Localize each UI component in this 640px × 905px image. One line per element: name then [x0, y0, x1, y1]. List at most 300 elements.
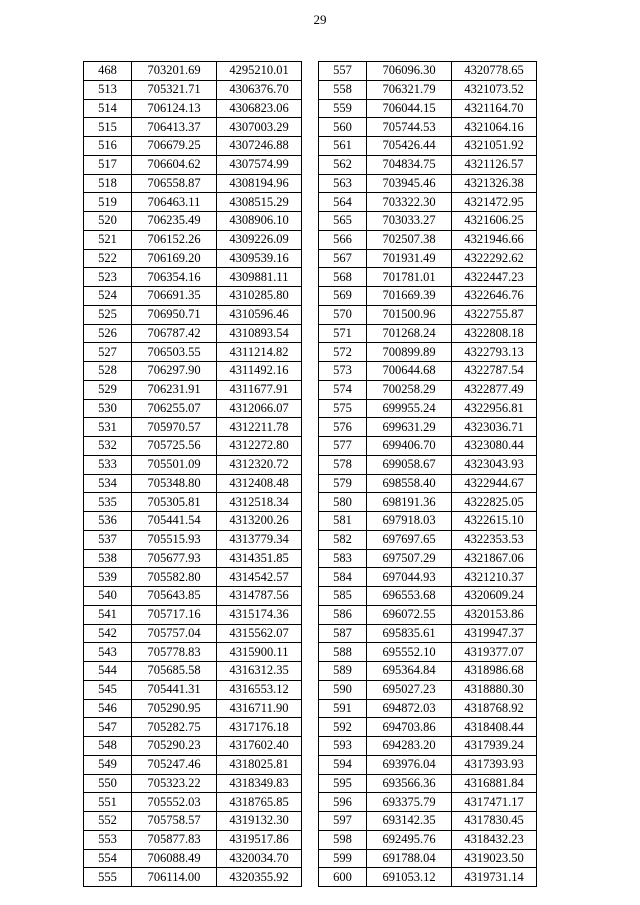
- x-coordinate-cell: 694872.03: [367, 699, 452, 718]
- point-number-cell: 539: [84, 568, 132, 587]
- y-coordinate-cell: 4307246.88: [217, 137, 302, 156]
- table-row: [319, 718, 537, 737]
- table-row: [84, 568, 302, 587]
- x-coordinate-cell: 705247.46: [132, 755, 217, 774]
- table-row: [319, 812, 537, 831]
- point-number-cell: 544: [84, 662, 132, 681]
- table-row: [319, 868, 537, 887]
- y-coordinate-cell: 4319947.37: [452, 624, 537, 643]
- table-row: [84, 80, 302, 99]
- y-coordinate-cell: 4313779.34: [217, 530, 302, 549]
- y-coordinate-cell: 4318986.68: [452, 662, 537, 681]
- y-coordinate-cell: 4317602.40: [217, 737, 302, 756]
- x-coordinate-cell: 706255.07: [132, 399, 217, 418]
- point-number-cell: 547: [84, 718, 132, 737]
- y-coordinate-cell: 4318408.44: [452, 718, 537, 737]
- table-row: [84, 587, 302, 606]
- x-coordinate-cell: 697044.93: [367, 568, 452, 587]
- y-coordinate-cell: 4318025.81: [217, 755, 302, 774]
- point-number-cell: 558: [319, 80, 367, 99]
- point-number-cell: 517: [84, 155, 132, 174]
- y-coordinate-cell: 4309539.16: [217, 249, 302, 268]
- table-row: [84, 437, 302, 456]
- table-body-left: [84, 62, 302, 887]
- point-number-cell: 514: [84, 99, 132, 118]
- x-coordinate-cell: 695835.61: [367, 624, 452, 643]
- point-number-cell: 530: [84, 399, 132, 418]
- point-number-cell: 468: [84, 62, 132, 81]
- x-coordinate-cell: 706679.25: [132, 137, 217, 156]
- x-coordinate-cell: 701268.24: [367, 324, 452, 343]
- x-coordinate-cell: 705290.95: [132, 699, 217, 718]
- table-row: [319, 474, 537, 493]
- x-coordinate-cell: 698558.40: [367, 474, 452, 493]
- x-coordinate-cell: 694703.86: [367, 718, 452, 737]
- point-number-cell: 589: [319, 662, 367, 681]
- table-row: [84, 212, 302, 231]
- table-row: [84, 624, 302, 643]
- y-coordinate-cell: 4318768.92: [452, 699, 537, 718]
- table-row: [319, 212, 537, 231]
- point-number-cell: 567: [319, 249, 367, 268]
- y-coordinate-cell: 4311677.91: [217, 380, 302, 399]
- table-row: [84, 455, 302, 474]
- point-number-cell: 573: [319, 362, 367, 381]
- point-number-cell: 583: [319, 549, 367, 568]
- table-row: [319, 137, 537, 156]
- point-number-cell: 549: [84, 755, 132, 774]
- y-coordinate-cell: 4322808.18: [452, 324, 537, 343]
- table-row: [319, 587, 537, 606]
- y-coordinate-cell: 4312408.48: [217, 474, 302, 493]
- y-coordinate-cell: 4321606.25: [452, 212, 537, 231]
- table-row: [319, 699, 537, 718]
- y-coordinate-cell: 4316711.90: [217, 699, 302, 718]
- point-number-cell: 559: [319, 99, 367, 118]
- point-number-cell: 590: [319, 680, 367, 699]
- x-coordinate-cell: 705348.80: [132, 474, 217, 493]
- table-row: [319, 512, 537, 531]
- x-coordinate-cell: 702507.38: [367, 230, 452, 249]
- table-row: [84, 605, 302, 624]
- y-coordinate-cell: 4318880.30: [452, 680, 537, 699]
- y-coordinate-cell: 4319517.86: [217, 830, 302, 849]
- x-coordinate-cell: 695552.10: [367, 643, 452, 662]
- table-row: [319, 493, 537, 512]
- point-number-cell: 548: [84, 737, 132, 756]
- x-coordinate-cell: 697918.03: [367, 512, 452, 531]
- table-row: [319, 849, 537, 868]
- x-coordinate-cell: 705441.54: [132, 512, 217, 531]
- table-row: [319, 380, 537, 399]
- table-row: [319, 418, 537, 437]
- x-coordinate-cell: 706321.79: [367, 80, 452, 99]
- table-row: [319, 99, 537, 118]
- y-coordinate-cell: 4316553.12: [217, 680, 302, 699]
- table-row: [84, 118, 302, 137]
- x-coordinate-cell: 705582.80: [132, 568, 217, 587]
- table-row: [84, 174, 302, 193]
- table-row: [84, 249, 302, 268]
- y-coordinate-cell: 4322793.13: [452, 343, 537, 362]
- point-number-cell: 580: [319, 493, 367, 512]
- y-coordinate-cell: 4323036.71: [452, 418, 537, 437]
- y-coordinate-cell: 4322646.76: [452, 287, 537, 306]
- x-coordinate-cell: 706503.55: [132, 343, 217, 362]
- y-coordinate-cell: 4321073.52: [452, 80, 537, 99]
- y-coordinate-cell: 4313200.26: [217, 512, 302, 531]
- x-coordinate-cell: 697697.65: [367, 530, 452, 549]
- x-coordinate-cell: 701781.01: [367, 268, 452, 287]
- x-coordinate-cell: 705441.31: [132, 680, 217, 699]
- point-number-cell: 597: [319, 812, 367, 831]
- y-coordinate-cell: 4317471.17: [452, 793, 537, 812]
- point-number-cell: 581: [319, 512, 367, 531]
- table-row: [319, 287, 537, 306]
- x-coordinate-cell: 706691.35: [132, 287, 217, 306]
- y-coordinate-cell: 4323043.93: [452, 455, 537, 474]
- y-coordinate-cell: 4322877.49: [452, 380, 537, 399]
- y-coordinate-cell: 4310596.46: [217, 305, 302, 324]
- table-row: [84, 530, 302, 549]
- x-coordinate-cell: 701669.39: [367, 287, 452, 306]
- x-coordinate-cell: 706152.26: [132, 230, 217, 249]
- y-coordinate-cell: 4321064.16: [452, 118, 537, 137]
- x-coordinate-cell: 705321.71: [132, 80, 217, 99]
- x-coordinate-cell: 705426.44: [367, 137, 452, 156]
- x-coordinate-cell: 706297.90: [132, 362, 217, 381]
- y-coordinate-cell: 4321867.06: [452, 549, 537, 568]
- table-row: [319, 230, 537, 249]
- table-row: [84, 193, 302, 212]
- y-coordinate-cell: 4311214.82: [217, 343, 302, 362]
- table-row: [84, 643, 302, 662]
- y-coordinate-cell: 4322353.53: [452, 530, 537, 549]
- x-coordinate-cell: 700899.89: [367, 343, 452, 362]
- x-coordinate-cell: 693142.35: [367, 812, 452, 831]
- x-coordinate-cell: 698191.36: [367, 493, 452, 512]
- point-number-cell: 575: [319, 399, 367, 418]
- x-coordinate-cell: 695364.84: [367, 662, 452, 681]
- point-number-cell: 578: [319, 455, 367, 474]
- y-coordinate-cell: 4321210.37: [452, 568, 537, 587]
- x-coordinate-cell: 706558.87: [132, 174, 217, 193]
- table-row: [84, 287, 302, 306]
- point-number-cell: 588: [319, 643, 367, 662]
- table-row: [319, 605, 537, 624]
- table-body-right: [319, 62, 537, 887]
- table-row: [84, 305, 302, 324]
- x-coordinate-cell: 696553.68: [367, 587, 452, 606]
- point-number-cell: 546: [84, 699, 132, 718]
- y-coordinate-cell: 4320609.24: [452, 587, 537, 606]
- y-coordinate-cell: 4306376.70: [217, 80, 302, 99]
- x-coordinate-cell: 705501.09: [132, 455, 217, 474]
- y-coordinate-cell: 4322292.62: [452, 249, 537, 268]
- point-number-cell: 569: [319, 287, 367, 306]
- x-coordinate-cell: 705677.93: [132, 549, 217, 568]
- table-row: [84, 718, 302, 737]
- table-row: [319, 399, 537, 418]
- table-row: [84, 549, 302, 568]
- table-row: [319, 568, 537, 587]
- y-coordinate-cell: 4318349.83: [217, 774, 302, 793]
- y-coordinate-cell: 4314542.57: [217, 568, 302, 587]
- x-coordinate-cell: 705290.23: [132, 737, 217, 756]
- point-number-cell: 542: [84, 624, 132, 643]
- x-coordinate-cell: 706088.49: [132, 849, 217, 868]
- x-coordinate-cell: 703201.69: [132, 62, 217, 81]
- table-row: [84, 774, 302, 793]
- x-coordinate-cell: 706044.15: [367, 99, 452, 118]
- point-number-cell: 565: [319, 212, 367, 231]
- x-coordinate-cell: 699631.29: [367, 418, 452, 437]
- y-coordinate-cell: 4311492.16: [217, 362, 302, 381]
- y-coordinate-cell: 4322755.87: [452, 305, 537, 324]
- x-coordinate-cell: 701931.49: [367, 249, 452, 268]
- x-coordinate-cell: 705282.75: [132, 718, 217, 737]
- point-number-cell: 566: [319, 230, 367, 249]
- x-coordinate-cell: 706354.16: [132, 268, 217, 287]
- y-coordinate-cell: 4312518.34: [217, 493, 302, 512]
- table-row: [319, 774, 537, 793]
- x-coordinate-cell: 705685.58: [132, 662, 217, 681]
- point-number-cell: 531: [84, 418, 132, 437]
- point-number-cell: 520: [84, 212, 132, 231]
- table-row: [84, 230, 302, 249]
- table-row: [319, 624, 537, 643]
- table-row: [84, 418, 302, 437]
- coordinates-table-left: [83, 61, 302, 887]
- y-coordinate-cell: 4320778.65: [452, 62, 537, 81]
- x-coordinate-cell: 700644.68: [367, 362, 452, 381]
- table-row: [319, 737, 537, 756]
- table-row: [84, 849, 302, 868]
- point-number-cell: 516: [84, 137, 132, 156]
- y-coordinate-cell: 4320355.92: [217, 868, 302, 887]
- point-number-cell: 586: [319, 605, 367, 624]
- table-row: [84, 737, 302, 756]
- x-coordinate-cell: 705643.85: [132, 587, 217, 606]
- point-number-cell: 599: [319, 849, 367, 868]
- point-number-cell: 534: [84, 474, 132, 493]
- x-coordinate-cell: 706787.42: [132, 324, 217, 343]
- x-coordinate-cell: 705305.81: [132, 493, 217, 512]
- table-row: [319, 793, 537, 812]
- x-coordinate-cell: 703945.46: [367, 174, 452, 193]
- x-coordinate-cell: 703033.27: [367, 212, 452, 231]
- coordinates-table-right: [318, 61, 537, 887]
- point-number-cell: 518: [84, 174, 132, 193]
- x-coordinate-cell: 703322.30: [367, 193, 452, 212]
- y-coordinate-cell: 4322787.54: [452, 362, 537, 381]
- table-row: [84, 99, 302, 118]
- x-coordinate-cell: 704834.75: [367, 155, 452, 174]
- table-row: [319, 249, 537, 268]
- table-row: [84, 362, 302, 381]
- point-number-cell: 592: [319, 718, 367, 737]
- x-coordinate-cell: 705758.57: [132, 812, 217, 831]
- y-coordinate-cell: 4318432.23: [452, 830, 537, 849]
- y-coordinate-cell: 4322956.81: [452, 399, 537, 418]
- y-coordinate-cell: 4321946.66: [452, 230, 537, 249]
- point-number-cell: 533: [84, 455, 132, 474]
- x-coordinate-cell: 705552.03: [132, 793, 217, 812]
- y-coordinate-cell: 4319377.07: [452, 643, 537, 662]
- table-row: [319, 362, 537, 381]
- x-coordinate-cell: 693976.04: [367, 755, 452, 774]
- y-coordinate-cell: 4321126.57: [452, 155, 537, 174]
- table-row: [319, 643, 537, 662]
- y-coordinate-cell: 4323080.44: [452, 437, 537, 456]
- y-coordinate-cell: 4315174.36: [217, 605, 302, 624]
- y-coordinate-cell: 4310285.80: [217, 287, 302, 306]
- table-row: [84, 830, 302, 849]
- x-coordinate-cell: 705323.22: [132, 774, 217, 793]
- table-row: [319, 305, 537, 324]
- y-coordinate-cell: 4321326.38: [452, 174, 537, 193]
- point-number-cell: 594: [319, 755, 367, 774]
- point-number-cell: 562: [319, 155, 367, 174]
- x-coordinate-cell: 706463.11: [132, 193, 217, 212]
- table-row: [84, 343, 302, 362]
- y-coordinate-cell: 4319731.14: [452, 868, 537, 887]
- y-coordinate-cell: 4309881.11: [217, 268, 302, 287]
- y-coordinate-cell: 4314787.56: [217, 587, 302, 606]
- y-coordinate-cell: 4321051.92: [452, 137, 537, 156]
- point-number-cell: 563: [319, 174, 367, 193]
- y-coordinate-cell: 4310893.54: [217, 324, 302, 343]
- y-coordinate-cell: 4322615.10: [452, 512, 537, 531]
- point-number-cell: 596: [319, 793, 367, 812]
- x-coordinate-cell: 706604.62: [132, 155, 217, 174]
- x-coordinate-cell: 700258.29: [367, 380, 452, 399]
- point-number-cell: 551: [84, 793, 132, 812]
- point-number-cell: 600: [319, 868, 367, 887]
- y-coordinate-cell: 4319132.30: [217, 812, 302, 831]
- point-number-cell: 532: [84, 437, 132, 456]
- table-row: [84, 380, 302, 399]
- y-coordinate-cell: 4319023.50: [452, 849, 537, 868]
- point-number-cell: 529: [84, 380, 132, 399]
- x-coordinate-cell: 706096.30: [367, 62, 452, 81]
- point-number-cell: 535: [84, 493, 132, 512]
- table-row: [84, 399, 302, 418]
- x-coordinate-cell: 694283.20: [367, 737, 452, 756]
- point-number-cell: 528: [84, 362, 132, 381]
- point-number-cell: 519: [84, 193, 132, 212]
- point-number-cell: 574: [319, 380, 367, 399]
- point-number-cell: 593: [319, 737, 367, 756]
- point-number-cell: 522: [84, 249, 132, 268]
- y-coordinate-cell: 4321472.95: [452, 193, 537, 212]
- point-number-cell: 570: [319, 305, 367, 324]
- point-number-cell: 527: [84, 343, 132, 362]
- y-coordinate-cell: 4315562.07: [217, 624, 302, 643]
- point-number-cell: 561: [319, 137, 367, 156]
- y-coordinate-cell: 4312066.07: [217, 399, 302, 418]
- point-number-cell: 521: [84, 230, 132, 249]
- y-coordinate-cell: 4322825.05: [452, 493, 537, 512]
- x-coordinate-cell: 705717.16: [132, 605, 217, 624]
- point-number-cell: 568: [319, 268, 367, 287]
- point-number-cell: 598: [319, 830, 367, 849]
- y-coordinate-cell: 4322944.67: [452, 474, 537, 493]
- point-number-cell: 595: [319, 774, 367, 793]
- y-coordinate-cell: 4312211.78: [217, 418, 302, 437]
- point-number-cell: 564: [319, 193, 367, 212]
- point-number-cell: 552: [84, 812, 132, 831]
- point-number-cell: 577: [319, 437, 367, 456]
- x-coordinate-cell: 705515.93: [132, 530, 217, 549]
- x-coordinate-cell: 699406.70: [367, 437, 452, 456]
- table-row: [319, 455, 537, 474]
- point-number-cell: 585: [319, 587, 367, 606]
- y-coordinate-cell: 4315900.11: [217, 643, 302, 662]
- x-coordinate-cell: 697507.29: [367, 549, 452, 568]
- point-number-cell: 576: [319, 418, 367, 437]
- point-number-cell: 525: [84, 305, 132, 324]
- point-number-cell: 591: [319, 699, 367, 718]
- page-number: 29: [313, 12, 327, 27]
- point-number-cell: 537: [84, 530, 132, 549]
- x-coordinate-cell: 691788.04: [367, 849, 452, 868]
- point-number-cell: 543: [84, 643, 132, 662]
- table-row: [84, 474, 302, 493]
- point-number-cell: 526: [84, 324, 132, 343]
- point-number-cell: 523: [84, 268, 132, 287]
- table-row: [319, 118, 537, 137]
- y-coordinate-cell: 4317830.45: [452, 812, 537, 831]
- table-row: [84, 62, 302, 81]
- point-number-cell: 587: [319, 624, 367, 643]
- point-number-cell: 541: [84, 605, 132, 624]
- table-row: [84, 155, 302, 174]
- x-coordinate-cell: 706124.13: [132, 99, 217, 118]
- y-coordinate-cell: 4320034.70: [217, 849, 302, 868]
- x-coordinate-cell: 705877.83: [132, 830, 217, 849]
- x-coordinate-cell: 691053.12: [367, 868, 452, 887]
- x-coordinate-cell: 705778.83: [132, 643, 217, 662]
- table-row: [319, 755, 537, 774]
- table-row: [319, 174, 537, 193]
- point-number-cell: 550: [84, 774, 132, 793]
- y-coordinate-cell: 4312272.80: [217, 437, 302, 456]
- y-coordinate-cell: 4318765.85: [217, 793, 302, 812]
- point-number-cell: 582: [319, 530, 367, 549]
- point-number-cell: 545: [84, 680, 132, 699]
- table-row: [84, 699, 302, 718]
- table-row: [84, 812, 302, 831]
- point-number-cell: 571: [319, 324, 367, 343]
- y-coordinate-cell: 4308906.10: [217, 212, 302, 231]
- table-row: [319, 193, 537, 212]
- table-row: [319, 437, 537, 456]
- point-number-cell: 536: [84, 512, 132, 531]
- table-row: [84, 137, 302, 156]
- point-number-cell: 555: [84, 868, 132, 887]
- x-coordinate-cell: 706169.20: [132, 249, 217, 268]
- table-row: [319, 343, 537, 362]
- y-coordinate-cell: 4308194.96: [217, 174, 302, 193]
- table-row: [319, 155, 537, 174]
- table-row: [84, 868, 302, 887]
- table-row: [84, 793, 302, 812]
- y-coordinate-cell: 4314351.85: [217, 549, 302, 568]
- x-coordinate-cell: 706235.49: [132, 212, 217, 231]
- x-coordinate-cell: 705744.53: [367, 118, 452, 137]
- y-coordinate-cell: 4317176.18: [217, 718, 302, 737]
